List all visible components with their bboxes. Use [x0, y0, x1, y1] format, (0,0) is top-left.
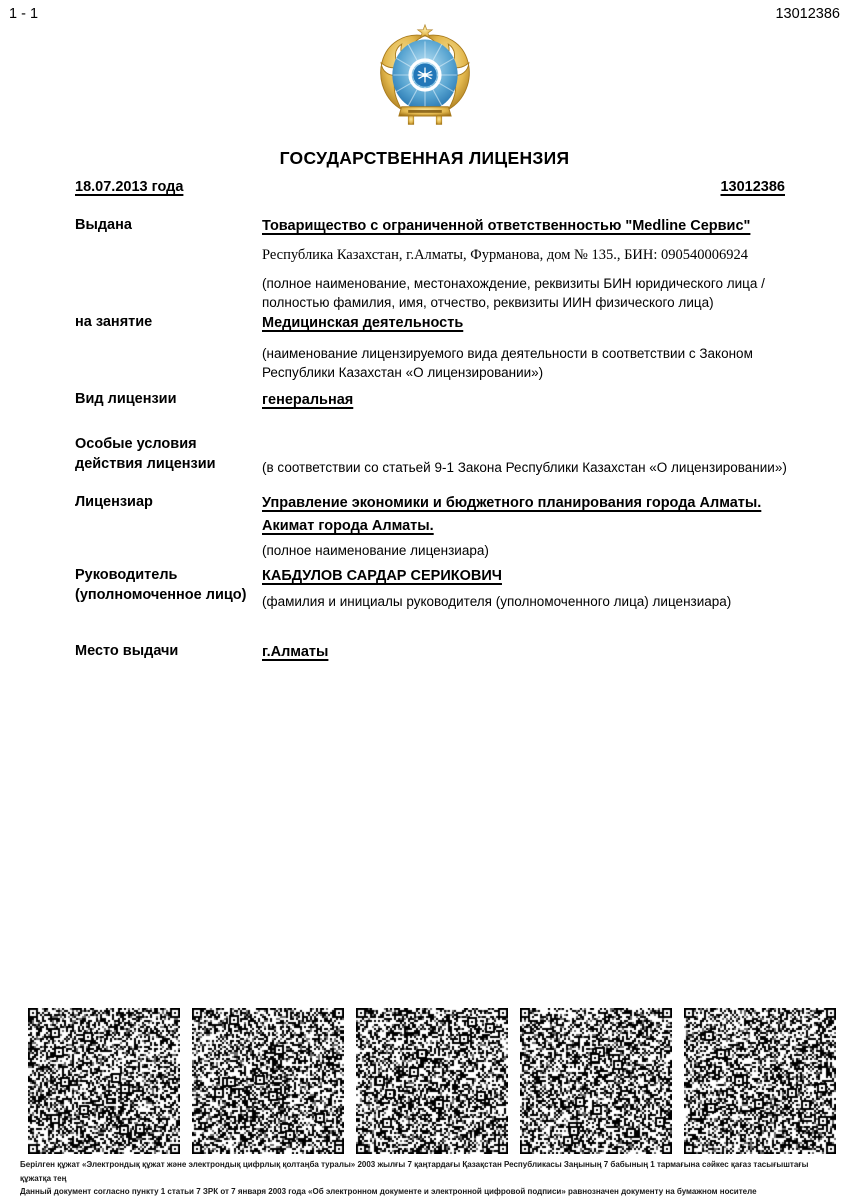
- barcode-block: [192, 1008, 344, 1154]
- barcode-image: [192, 1008, 344, 1154]
- barcode-image: [28, 1008, 180, 1154]
- activity-value: Медицинская деятельность: [262, 315, 464, 331]
- activity-hint: (наименование лицензируемого вида деятельности в соответствии с Законом Республики Казахстан «О лицензировании»): [262, 346, 753, 380]
- head-hint: (фамилия и инициалы руководителя (уполномоченного лица) лицензиара): [262, 594, 732, 609]
- issued-to-address: Республика Казахстан, г.Алматы, Фурманова, дом № 135., БИН: 090540006924: [262, 247, 748, 263]
- licensor-value-line2: Акимат города Алматы.: [262, 518, 434, 534]
- issue-date: 18.07.2013 года: [75, 179, 184, 195]
- field-value-block: [262, 312, 787, 382]
- barcode-image: [520, 1008, 672, 1154]
- field-label: Лицензиар: [75, 494, 153, 510]
- barcode-image: [356, 1008, 508, 1154]
- doc-number-top: 13012386: [775, 6, 840, 22]
- field-label: Вид лицензии: [75, 391, 177, 407]
- licensor-value-line1: Управление экономики и бюджетного планирования города Алматы.: [262, 495, 762, 511]
- barcode-block: [520, 1008, 672, 1154]
- fineprint-kazakh: Берілген құжат «Электрондық құжат және электрондық цифрлық қолтаңба туралы» 2003 жылғы 7 қаңтардағы Қазақстан Республикасы Заңының 7 бабының 1 тармағына сәйкес қағаз тасығыштағы құжатқа тең: [20, 1160, 809, 1183]
- legal-fineprint: [20, 1158, 832, 1199]
- field-value-block: [262, 641, 787, 664]
- license-number: 13012386: [720, 179, 785, 195]
- barcode-block: [684, 1008, 836, 1154]
- field-label: на занятие: [75, 314, 153, 330]
- field-value-block: [262, 492, 787, 560]
- barcode-block: [28, 1008, 180, 1154]
- field-label: Руководитель (уполномоченное лицо): [75, 567, 247, 603]
- issued-to-value: Товарищество с ограниченной ответственностью "Medline Сервис": [262, 218, 751, 234]
- barcode-block: [356, 1008, 508, 1154]
- field-value-block: [262, 565, 787, 611]
- issue-place-value: г.Алматы: [262, 644, 329, 660]
- field-value-block: [262, 215, 787, 312]
- fineprint-russian: Данный документ согласно пункту 1 статьи 7 ЗРК от 7 января 2003 года «Об электронном документе и электронной цифровой подписи» равнозначен документу на бумажном носителе: [20, 1187, 757, 1196]
- licensor-hint: (полное наименование лицензиара): [262, 543, 489, 558]
- page-indicator: 1 - 1: [9, 6, 39, 22]
- field-value-block: [262, 389, 787, 412]
- head-value: КАБДУЛОВ САРДАР СЕРИКОВИЧ: [262, 568, 502, 584]
- field-label: Выдана: [75, 217, 132, 233]
- document-title: ГОСУДАРСТВЕННАЯ ЛИЦЕНЗИЯ: [279, 148, 570, 168]
- barcode-image: [684, 1008, 836, 1154]
- license-type-value: генеральная: [262, 392, 354, 408]
- field-label: Место выдачи: [75, 643, 179, 659]
- issued-to-hint: (полное наименование, местонахождение, реквизиты БИН юридического лица / полностью фамилия, имя, отчество, реквизиты ИИН физического лица): [262, 276, 765, 310]
- special-conditions-hint: (в соответствии со статьей 9-1 Закона Республики Казахстан «О лицензировании»): [262, 460, 787, 475]
- kazakhstan-coat-of-arms-icon: [369, 22, 481, 128]
- field-label: Особые условия действия лицензии: [75, 436, 216, 472]
- digital-signature-barcodes: [0, 1008, 849, 1154]
